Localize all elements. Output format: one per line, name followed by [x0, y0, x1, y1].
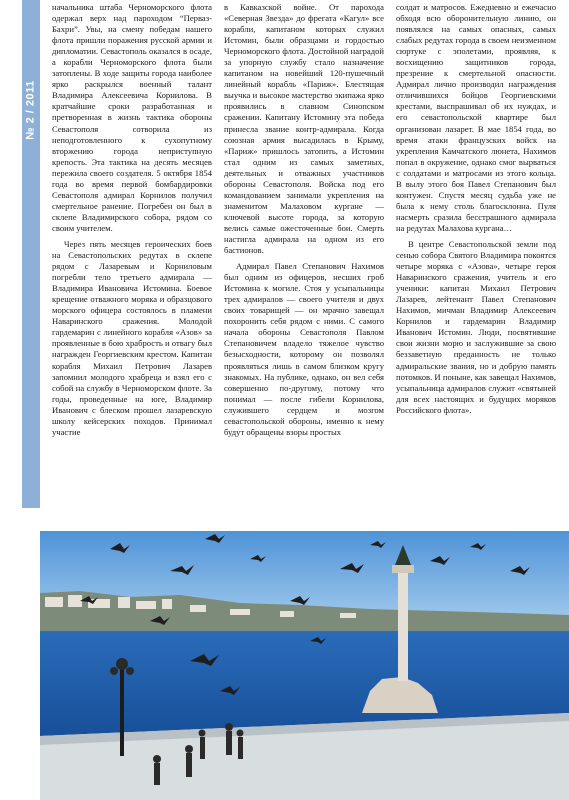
paragraph: Адмирал Павел Степанович Нахимов был одним из офицеров, несших гроб Истомина к могиле. Стоя у усыпальницы трех адмиралов — своего учителя и двух своих товарищей — он мрачно завещал похоронить себя рядом с ними. С самого начала обороны Севастополя Павлом Степановичем владело тяжелое чувство безысходности, которому он позволял проявляться лишь в самом близком кругу знакомых. На публике, однако, он вел себя совершенно по-другому, потому что понимал — после гибели Корнилова, служившего сердцем и мозгом севастопольской обороны, именно к нему будут обращены взоры простых — [224, 261, 384, 437]
embankment-photo — [40, 531, 569, 800]
embankment-photo-illustration — [40, 531, 569, 800]
issue-label: № 2 / 2011 — [25, 80, 37, 140]
paragraph: Через пять месяцев героических боев на Севастопольских редутах в склепе рядом с Лазаревым и Корниловым погребли тело третьего адмирала — Владимира Ивановича Истомина. Боевое крещение отважного моряка и образцового морского офицера состоялось в пламени Наваринского сражения. Молодой гардемарин с линейного корабля «Азов» за проявленные в бою храбрость и отвагу был награжден Георгиевским крестом. Капитан корабля Михаил Петрович Лазарев запомнил молодого храбреца и взял его с собой на службу в Черноморском флоте. За годы, проведенные на юге, Владимир Иванович с блеском прошел лазаревскую школу кейсерских походов. Принимал участие — [52, 238, 212, 437]
paragraph: солдат и матросов. Ежедневно и ежечасно обходя всю оборонительную линию, он появлялся на самых опасных, самых слабых редутах города в своем неизменном сюртуке с эполетами, проявляя, к восхищению защитников города, презрение к смертельной опасности. Адмирал лично производил награждения отличившихся бойцов Георгиевскими крестами, выспрашивал об их нуждах, и его севастопольской квартире был организован лазарет. В мае 1854 года, во время атаки французских войск на укрепления Камчатского люнета, Нахимов попал в окружение, однако смог вырваться с солдатами и матросами из этого кольца. В вылу этого боя Павел Степанович был контужен. Спустя месяц судьба уже не была к нему столь благосклонна. Пуля насмерть сразила бесстрашного адмирала на редутах Малахова кургана… — [396, 2, 556, 233]
paragraph: начальника штаба Черноморского флота одержал верх над пароходом “Перваз-Бахри”. Увы, на смену победам нашего флота пришли поражения русской армии и дипломатии. Севастополь оказался в осаде, а корабли Черноморского флота были затоплены. В ходе защиты города наиболее ярко раскрылся военный талант Владимира Алексеевича Корнилова. В кратчайшие сроки разработанная и претворенная в жизнь тактика обороны Севастополя сотворила из неподготовленного к сухопутному вторжению города неприступную крепость. Эта тактика на десять месяцев пережила своего создателя. 5 октября 1854 года во время первой бомбардировки Севастополя адмирал Корнилов получил смертельное ранение. Погребен он был в склепе Владимирского собора, рядом со своим учителем. — [52, 2, 212, 233]
paragraph: в Кавказской войне. От парохода «Северная Звезда» до фрегата «Кагул» все корабли, капитаном которых служил Истомин, были образцами и гордостью Черноморского флота. Достойной наградой за упорную службу стало назначение капитаном на новейший 120-пушечный линейный корабль «Париж». Блестящая выучка и высокое мастерство экипажа ярко проявились в славном Синопском сражении. Капитану Истомину эта победа принесла звание контр-адмирала. Когда союзная армия высадилась в Крыму, «Париж» пришлось затопить, а Истомин стал одним из самых заметных, деятельных и отважных участников обороны Севастополя. Войска под его командованием занимали укрепления на знаменитом Малаховом кургане — ключевой высоте города, за которую велись самые ожесточенные бои. Смерть настигла адмирала на одном из его бастионов. — [224, 2, 384, 256]
text-column-2 — [224, 2, 384, 522]
paragraph: В центре Севастопольской земли под сенью собора Святого Владимира покоятся четыре моряка с «Азова», четыре героя Наваринского сражения, учитель и его ученики: капитан Михаил Петрович Лазарев, лейтенант Павел Степанович Нахимов, мичман Владимир Алексеевич Корнилов и гардемарин Владимир Иванович Истомин. Люди, посвятившие свои жизни морю и заслужившие за свою беззаветную преданность не только адмиральские звания, но и добрую память потомков. И поныне, как завещал Нахимов, усыпальница адмиралов служит «святыней для всех настоящих и будущих моряков Российского флота». — [396, 238, 556, 415]
text-column-3 — [396, 2, 556, 522]
article-columns — [52, 2, 556, 522]
text-column-1 — [52, 2, 212, 522]
monument-capital — [392, 565, 414, 573]
monument-column — [398, 571, 408, 681]
